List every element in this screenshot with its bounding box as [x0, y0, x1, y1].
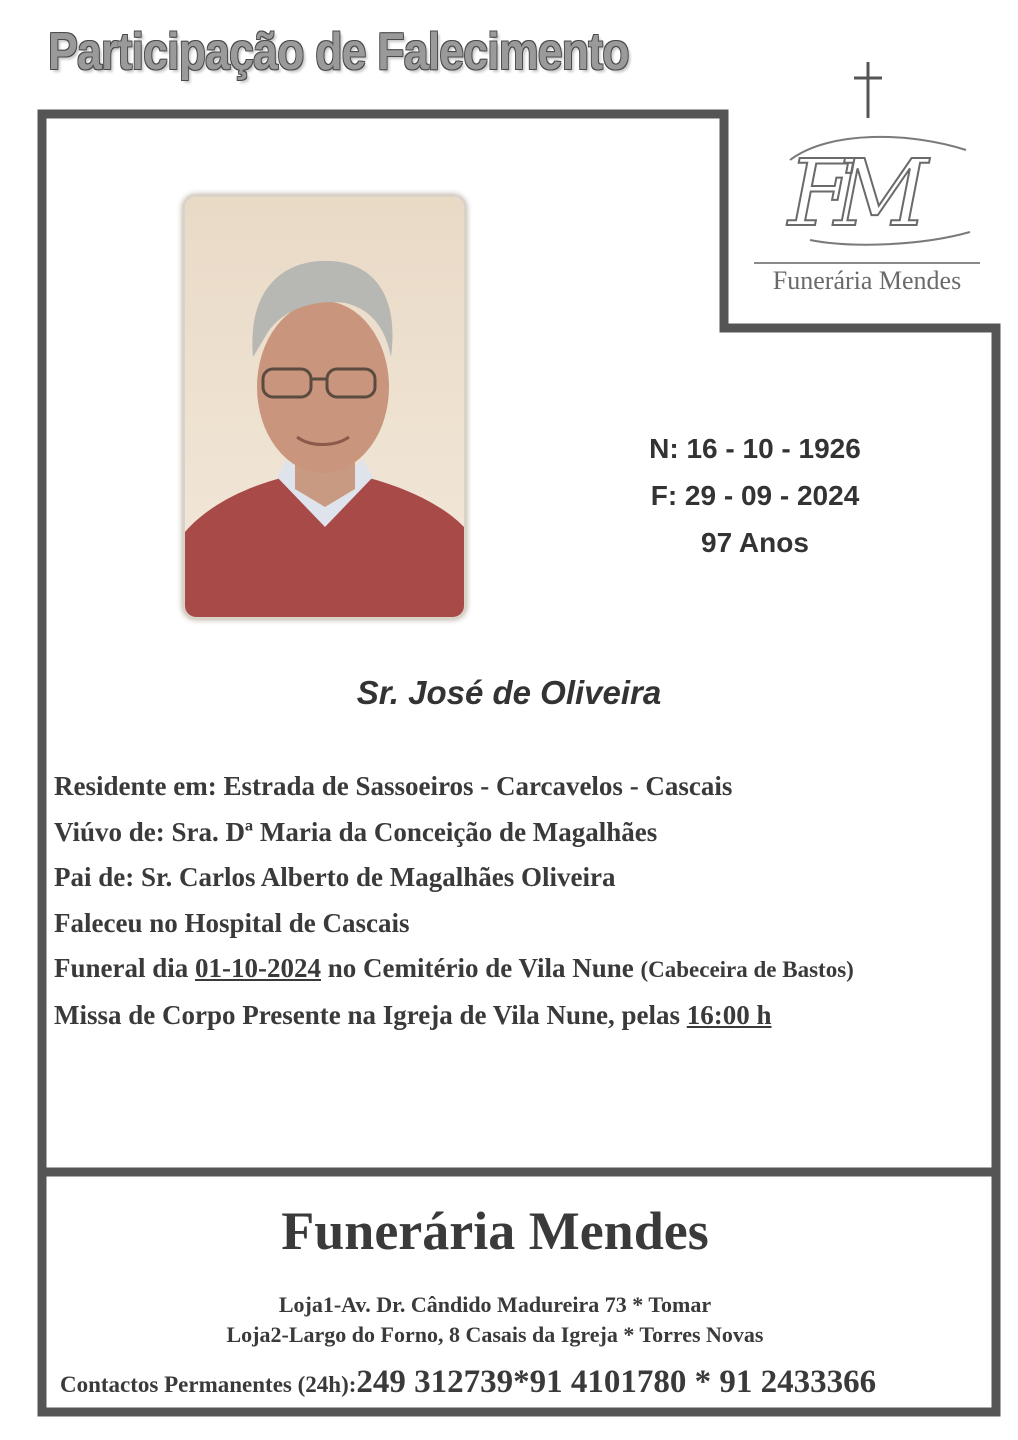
residence-line: Residente em: Estrada de Sassoeiros - Carcavelos - Cascais [54, 771, 733, 801]
contacts-label: Contactos Permanentes (24h): [60, 1372, 357, 1397]
fm-monogram-logo [770, 120, 980, 260]
footer-brand: Funerária Mendes [281, 1201, 709, 1261]
widower-line: Viúvo de: Sra. Dª Maria da Conceição de Magalhães [54, 816, 658, 847]
mass-prefix: Missa de Corpo Presente na Igreja de Vila Nune, pelas [54, 999, 687, 1030]
life-dates [600, 425, 910, 566]
funeral-line [54, 946, 984, 993]
birth-date: N: 16 - 10 - 1926 [649, 433, 861, 464]
died-at-line: Faleceu no Hospital de Cascais [54, 907, 410, 938]
funeral-details [54, 764, 984, 1038]
funeral-date: 01-10-2024 [195, 953, 321, 983]
mass-line [54, 993, 984, 1039]
logo-divider [754, 262, 980, 264]
funeral-place: (Cabeceira de Bastos) [640, 957, 854, 982]
age: 97 Anos [701, 527, 809, 558]
page-title: Participação de Falecimento [48, 23, 629, 81]
deceased-photo [182, 194, 467, 620]
father-line: Pai de: Sr. Carlos Alberto de Magalhães Oliveira [54, 862, 616, 892]
contacts [60, 1364, 876, 1401]
logo-brand-name: Funerária Mendes [772, 266, 962, 295]
deceased-name: Sr. José de Oliveira [356, 674, 662, 711]
death-date: F: 29 - 09 - 2024 [650, 480, 860, 511]
cross-icon [846, 60, 886, 120]
funeral-cemetery: no Cemitério de Vila Nune [321, 953, 641, 983]
store-address-2: Loja2-Largo do Forno, 8 Casais da Igreja * Torres Novas [226, 1322, 764, 1347]
store-address-1: Loja1-Av. Dr. Cândido Madureira 73 * Tomar [278, 1292, 712, 1317]
fm-monogram-text: FM [788, 140, 911, 247]
funeral-prefix: Funeral dia [54, 953, 196, 983]
contacts-numbers: 249 312739*91 4101780 * 91 2433366 [356, 1364, 877, 1400]
mass-time: 16:00 h [686, 999, 772, 1030]
